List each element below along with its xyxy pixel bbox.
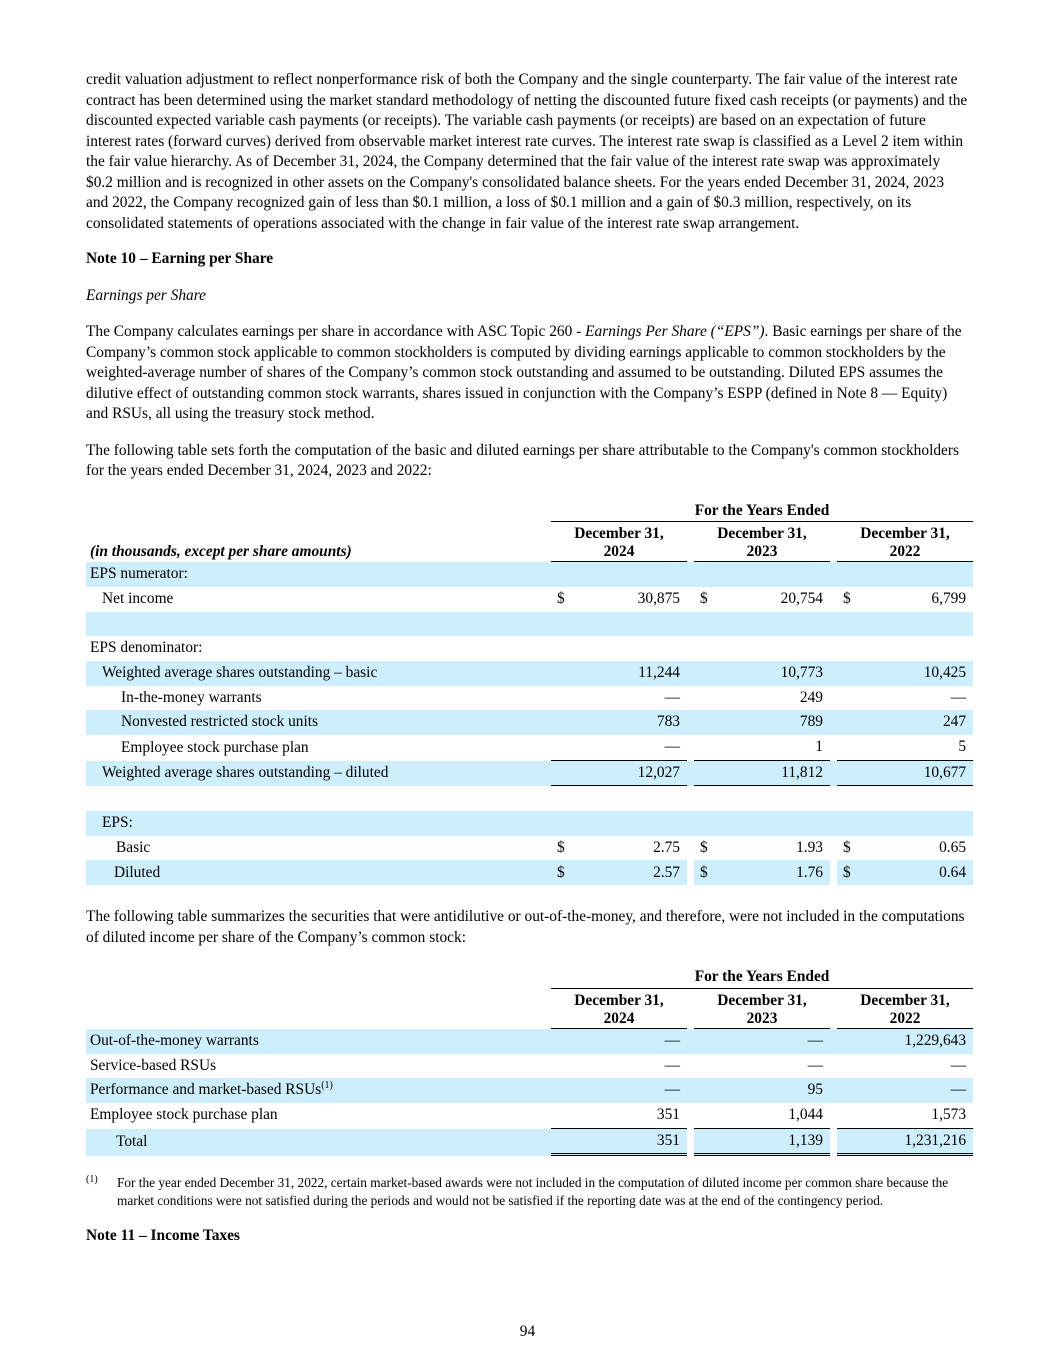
- footnote: [86, 1174, 970, 1210]
- table2-intro: The following table summarizes the securities that were antidilutive or out-of-the-money, and therefore, were not included in the computations of diluted income per share of the Company’s common stock:: [86, 908, 965, 946]
- row-label: Net income: [102, 589, 174, 607]
- eps-paragraph: [86, 322, 970, 425]
- value-cell: —: [571, 1029, 687, 1054]
- value-cell: 6,799: [931, 589, 967, 607]
- row-label: Diluted: [86, 860, 551, 885]
- value-cell: 0.65: [939, 838, 967, 856]
- currency-symbol: $: [694, 860, 714, 885]
- table-row: [86, 735, 973, 761]
- note11-heading: Note 11 – Income Taxes: [86, 1227, 240, 1245]
- value-cell: 2.57: [571, 860, 687, 885]
- row-label: Employee stock purchase plan: [90, 1106, 278, 1124]
- value-cell: —: [714, 1029, 830, 1054]
- row-label: EPS denominator:: [90, 639, 203, 657]
- eps-paragraph-part1: The Company calculates earnings per share in accordance with ASC Topic 260 -: [86, 323, 586, 340]
- value-cell: 5: [857, 735, 973, 761]
- value-cell: 351: [571, 1129, 687, 1157]
- value-cell: 789: [714, 710, 830, 735]
- table-row: [86, 1129, 973, 1157]
- row-label: Nonvested restricted stock units: [86, 710, 551, 735]
- table-row: [86, 1103, 973, 1129]
- value-cell: 10,677: [857, 761, 973, 787]
- table-row: [86, 761, 973, 787]
- eps-paragraph-italic: Earnings Per Share (“EPS”): [585, 323, 765, 340]
- currency-symbol: $: [843, 589, 851, 607]
- value-cell: 11,244: [571, 661, 687, 686]
- page-number: 94: [519, 1323, 536, 1340]
- value-cell: 247: [857, 710, 973, 735]
- value-cell: 1.76: [714, 860, 830, 885]
- value-cell: 20,754: [780, 589, 823, 607]
- value-cell: 2.75: [653, 838, 680, 856]
- currency-symbol: $: [557, 838, 565, 856]
- row-label: Total: [86, 1129, 551, 1157]
- value-cell: —: [571, 735, 687, 761]
- col-header-2024: December 31, 2024: [551, 522, 687, 562]
- currency-symbol: $: [700, 589, 708, 607]
- value-cell: 11,812: [714, 761, 830, 787]
- value-cell: —: [950, 1056, 967, 1074]
- footnote-mark: (1): [86, 1174, 98, 1186]
- table-row: [86, 710, 973, 735]
- value-cell: 1: [714, 735, 830, 761]
- value-cell: 1,231,216: [857, 1129, 973, 1157]
- value-cell: 249: [799, 688, 823, 706]
- row-label: Performance and market-based RSUs$^{(1)}$: [86, 1078, 551, 1103]
- value-cell: —: [664, 1056, 680, 1074]
- col-header-2022: December 31, 2022: [837, 522, 973, 562]
- table-row: [86, 612, 973, 637]
- value-cell: 351: [571, 1103, 687, 1129]
- document-page: [86, 70, 970, 1263]
- col-header-2023: December 31, 2023: [694, 989, 830, 1029]
- note10-heading: Note 10 – Earning per Share: [86, 250, 274, 267]
- group-header: For the Years Ended: [551, 964, 973, 989]
- value-cell: —: [950, 688, 967, 706]
- footnote-reference: (1): [321, 1080, 333, 1092]
- currency-symbol: $: [700, 838, 708, 856]
- eps-paragraph-part2: . Basic earnings per share of the Company’s common stock applicable to common stockholders is computed by dividing earnings applicable to common stockholders by the weighted-average number of shares of the Company’s common stock outstanding and assumed to be outstanding. Diluted EPS assumes the dilutive effect of outstanding common stock warrants, shares issued in conjunction with the Company’s ESPP (defined in Note 8 — Equity) and RSUs, all using the treasury stock method.: [86, 323, 962, 422]
- value-cell: 1,229,643: [857, 1029, 973, 1054]
- value-cell: 12,027: [571, 761, 687, 787]
- currency-symbol: $: [551, 860, 571, 885]
- eps-subheading: Earnings per Share: [86, 286, 206, 304]
- value-cell: —: [857, 1078, 973, 1103]
- units-label: (in thousands, except per share amounts): [90, 542, 352, 560]
- table1-intro: The following table sets forth the computation of the basic and diluted earnings per share attributable to the Company's common stockholders for the years ended December 31, 2024, 2023 and 2022:: [86, 441, 959, 479]
- row-label: Basic: [116, 838, 151, 856]
- table-row: [86, 1029, 973, 1054]
- row-label: EPS numerator:: [86, 562, 551, 587]
- table-row: [86, 811, 973, 836]
- col-header-2022: December 31, 2022: [837, 989, 973, 1029]
- currency-symbol: $: [837, 860, 857, 885]
- table-row: [86, 562, 973, 587]
- value-cell: 10,773: [714, 661, 830, 686]
- value-cell: 0.64: [857, 860, 973, 885]
- row-label: Weighted average shares outstanding – diluted: [86, 761, 551, 787]
- table-row: [86, 587, 973, 612]
- row-label: Employee stock purchase plan: [121, 738, 309, 756]
- eps-computation-table: [86, 498, 973, 886]
- intro-paragraph: credit valuation adjustment to reflect nonperformance risk of both the Company and the single counterparty. The fair value of the interest rate contract has been determined using the market standard methodology of netting the discounted future fixed cash receipts (or payments) and the discounted expected variable cash payments (or receipts). The variable cash payments (or receipts) are based on an expectation of future interest rates (forward curves) derived from observable market interest rate curves. The interest rate swap is classified as a Level 2 item within the fair value hierarchy. As of December 31, 2024, the Company determined that the fair value of the interest rate swap was approximately $0.2 million and is recognized in other assets on the Company's consolidated balance sheets. For the years ended December 31, 2024, 2023 and 2022, the Company recognized gain of less than $0.1 million, a loss of $0.1 million and a gain of $0.3 million, respectively, on its consolidated statements of operations associated with the change in fair value of the interest rate swap arrangement.: [86, 71, 968, 232]
- row-label: Out-of-the-money warrants: [86, 1029, 551, 1054]
- table-row: [86, 636, 973, 661]
- value-cell: 1,573: [857, 1103, 973, 1129]
- value-cell: 783: [571, 710, 687, 735]
- antidilutive-securities-table: [86, 964, 973, 1156]
- group-header: For the Years Ended: [551, 498, 973, 523]
- table-row: [86, 1054, 973, 1079]
- value-cell: 1.93: [796, 838, 823, 856]
- row-label: Weighted average shares outstanding – basic: [86, 661, 551, 686]
- row-label: Service-based RSUs: [90, 1056, 217, 1074]
- table-row: [86, 786, 973, 811]
- row-label: In-the-money warrants: [121, 688, 262, 706]
- value-cell: —: [571, 1078, 687, 1103]
- currency-symbol: $: [843, 838, 851, 856]
- currency-symbol: $: [557, 589, 565, 607]
- footnote-text: For the year ended December 31, 2022, certain market-based awards were not included in the computation of diluted income per common share because the market conditions were not satisfied during the periods and would not be satisfied if the reporting date was at the end of the contingency period.: [117, 1175, 949, 1209]
- row-label: EPS:: [86, 811, 551, 836]
- col-header-2023: December 31, 2023: [694, 522, 830, 562]
- table-row: [86, 860, 973, 885]
- table-row: [86, 836, 973, 861]
- value-cell: 10,425: [857, 661, 973, 686]
- table-row: [86, 661, 973, 686]
- col-header-2024: December 31, 2024: [551, 989, 687, 1029]
- value-cell: 30,875: [637, 589, 680, 607]
- table-row: [86, 686, 973, 711]
- value-cell: —: [664, 688, 680, 706]
- value-cell: 95: [714, 1078, 830, 1103]
- value-cell: —: [807, 1056, 823, 1074]
- value-cell: 1,044: [714, 1103, 830, 1129]
- value-cell: 1,139: [714, 1129, 830, 1157]
- table-row: [86, 1078, 973, 1103]
